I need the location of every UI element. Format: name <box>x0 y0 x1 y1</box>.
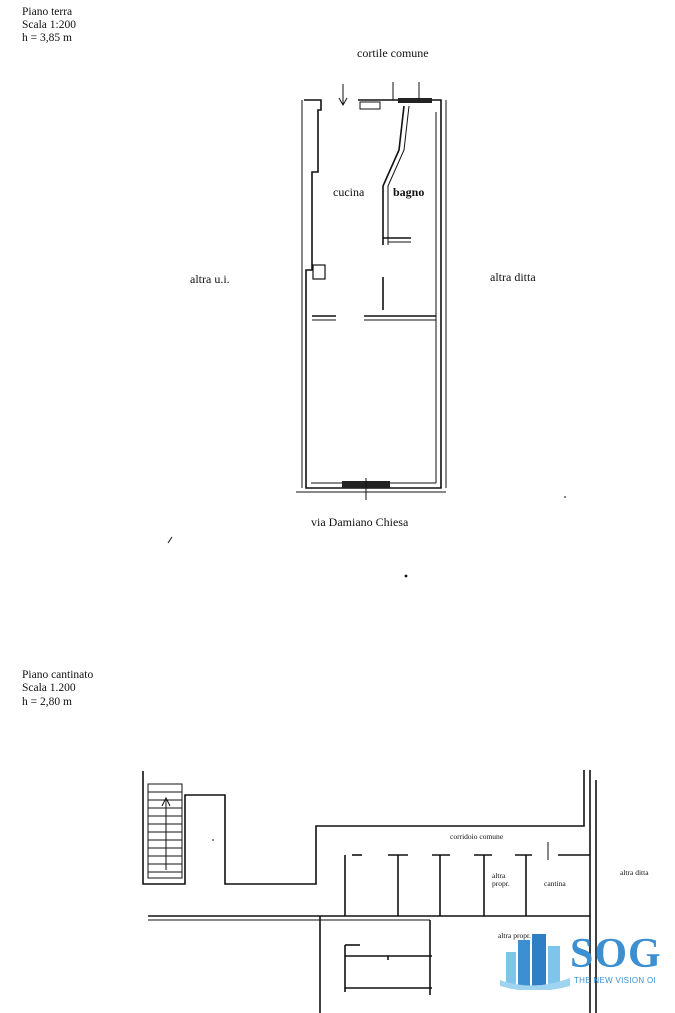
other-owner-label: altra propr. <box>492 871 510 888</box>
right-neighbor-label: altra ditta <box>490 270 536 284</box>
watermark-tagline: THE NEW VISION OI <box>574 976 656 985</box>
street-label: via Damiano Chiesa <box>311 515 409 529</box>
kitchen-label: cucina <box>333 185 365 199</box>
ground-floor-height: h = 3,85 m <box>22 32 72 44</box>
cellar-label: cantina <box>544 879 566 888</box>
left-neighbor-label: altra u.i. <box>190 272 230 286</box>
courtyard-label: cortile comune <box>357 46 429 60</box>
watermark-logo <box>498 930 675 994</box>
bathroom-label: bagno <box>393 185 425 199</box>
other-company-label: altra ditta <box>620 868 649 877</box>
watermark-brand: SOG <box>570 931 662 977</box>
ground-floor-title: Piano terra <box>22 6 73 18</box>
ground-floor-plan <box>168 82 566 577</box>
basement-title: Piano cantinato <box>22 669 94 681</box>
basement-height: h = 2,80 m <box>22 696 72 708</box>
other-owner-label-2: altra propr. <box>498 931 531 940</box>
basement-scale: Scala 1.200 <box>22 682 76 694</box>
ground-floor-scale: Scala 1:200 <box>22 19 76 31</box>
building-logo-icon <box>498 930 570 990</box>
common-corridor-label: corridoio comune <box>450 832 504 841</box>
